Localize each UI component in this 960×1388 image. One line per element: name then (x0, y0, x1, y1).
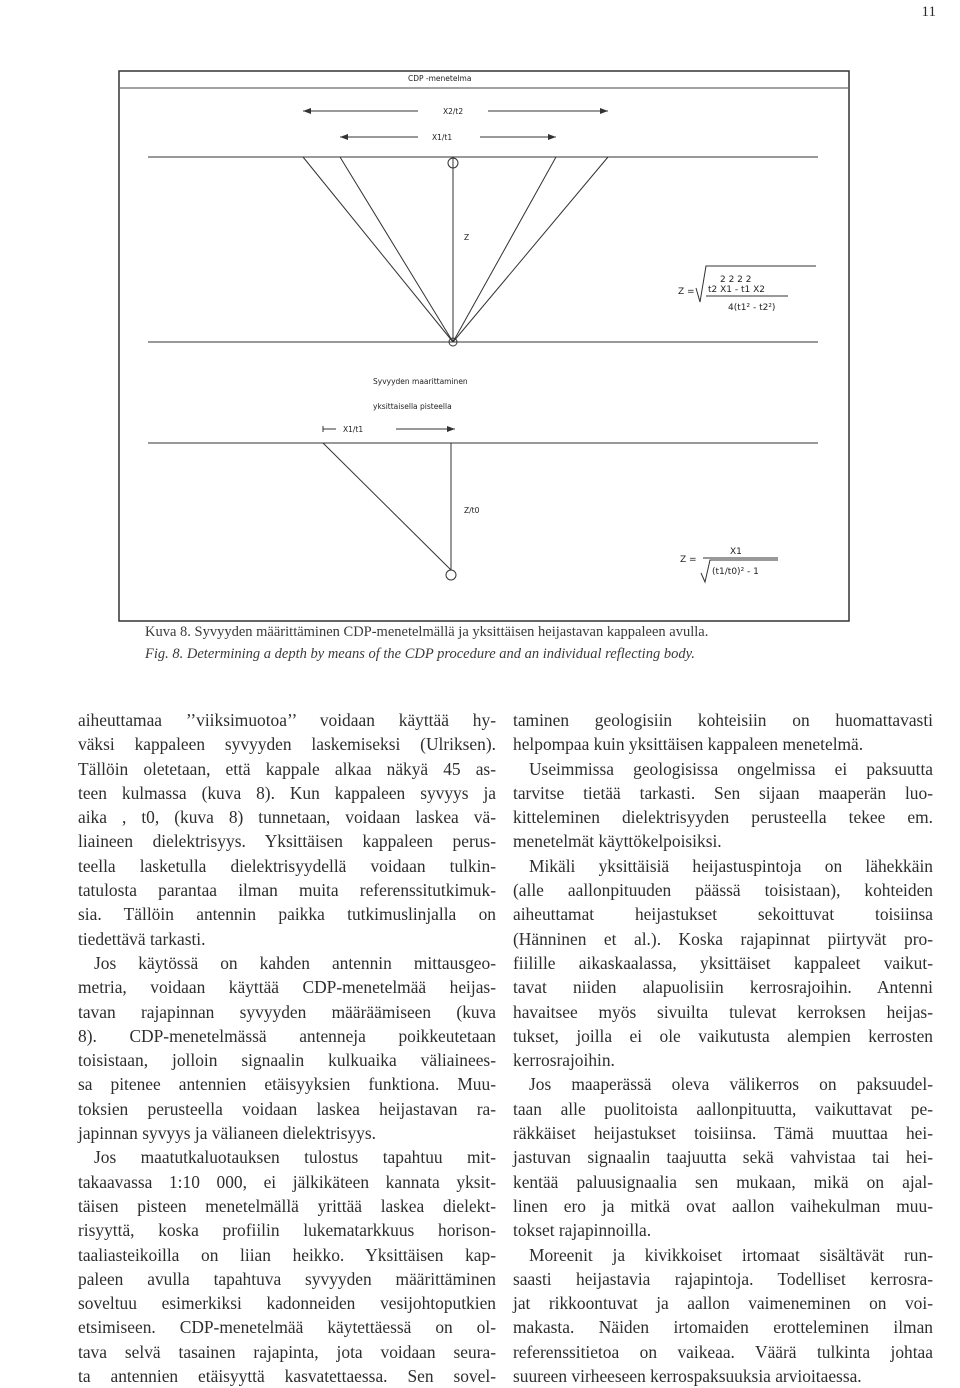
text-line: Moreenit ja kivikkoiset irtomaat sisältävät run- (529, 1244, 933, 1265)
text-line: jastuvan signaalin taajuutta sekä vahvistaa tai hei- (513, 1147, 933, 1168)
ray-inner-left (340, 157, 453, 342)
text-line: fiilille aikaskaalassa, yksittäiset kappaleet vaikut- (513, 952, 933, 973)
text-line: metria, voidaan käyttää CDP-menetelmää heijas- (78, 977, 496, 998)
text-line: havaitsee myös sivuilta tulevat kerroksen heijas- (513, 1001, 933, 1022)
text-line: tokset rajapinnoilla. (513, 1220, 652, 1241)
right-text-column (513, 708, 933, 1388)
text-line: teen kulmassa (kuva 8). Kun kappaleen syvyys ja (78, 782, 496, 803)
ray-outer-right (453, 157, 608, 342)
section-text-line2: yksittaisella pisteella (373, 402, 452, 411)
single-formula-lhs: Z = (680, 555, 697, 565)
text-line: (alle aallonpituuden päässä toisistaan), kohteiden (513, 880, 933, 901)
x1-label-top: X1/t1 (432, 133, 453, 142)
text-line: ta antennien etäisyyttä kasvatettaessa. Sen sovel- (78, 1366, 496, 1387)
text-line: aiheuttamat heijastukset sekoittuvat toisiinsa (513, 904, 933, 925)
cdp-formula-root (696, 266, 816, 302)
text-line: Jos maaperässä oleva välikerros on paksuudel- (529, 1074, 933, 1095)
x2-arrow-right (600, 108, 608, 114)
text-line: täisen pisteen menetelmällä yrittää laskea dielekt- (78, 1195, 496, 1216)
page-number: 11 (921, 4, 936, 20)
text-line: Tällöin oletetaan, että kappale alkaa näkyä 45 as- (78, 758, 496, 779)
text-line: menetelmät käyttökelpoisiksi. (513, 831, 722, 852)
text-line: taan alle puolitoista aallonpituutta, vaikuttavat pe- (513, 1098, 933, 1119)
text-line: sia. Tällöin antennin paikka tutkimuslinjalla on (78, 904, 496, 925)
single-point-formula (680, 547, 778, 582)
text-line: linen ero ja mitkä ovat aallon vaihekulman muu- (513, 1195, 933, 1216)
text-line: tarvitse tietää tarkasti. Sen sijaan maaperän luo- (513, 782, 933, 803)
x2-label: X2/t2 (443, 107, 464, 116)
cdp-formula-numerator: t2 X1 - t1 X2 (708, 285, 765, 295)
text-line: tiedettävä tarkasti. (78, 928, 206, 949)
cdp-diagram (118, 70, 850, 622)
text-line: kentää paluusignaalia sen mukaan, mikä on ajal- (513, 1171, 933, 1192)
text-line: Useimmissa geologisissa ongelmissa ei paksuutta (529, 758, 933, 779)
z-t0-label: Z/t0 (464, 506, 480, 515)
text-line: kerrosrajoihin. (513, 1050, 615, 1071)
text-line: risyyttä, koska profiilin lukematarkkuus horison- (78, 1220, 496, 1241)
text-line: toksien perusteella voidaan laskea heijastavan ra- (78, 1098, 496, 1119)
left-text-column (78, 708, 496, 1388)
text-line: aiheuttamaa ’’viiksimuotoa’’ voidaan käyttää hy- (78, 710, 496, 730)
text-line: taaliasteikoilla on liian heikko. Yksittäisen kap- (78, 1244, 496, 1265)
z-label: Z (464, 233, 470, 242)
text-line: taminen geologisiin kohteisiin on huomattavasti (513, 710, 933, 730)
text-line: kitteleminen dielektrisyyden perusteella tekee em. (513, 807, 933, 828)
text-line: etsimiseen. CDP-menetelmää käytettäessä on ol- (78, 1317, 496, 1338)
cdp-formula-lhs: Z = (678, 287, 695, 297)
text-line: teella lasketulla dielektrisyydellä voidaan tulkin- (78, 855, 496, 876)
single-ray (323, 443, 451, 570)
text-line: referenssitietoa on vaikeaa. Väärä tulkinta johtaa (513, 1341, 933, 1362)
text-line: Jos käytössä on kahden antennin mittausgeo- (94, 952, 496, 973)
single-formula-numerator: X1 (730, 547, 742, 557)
text-line: tavan rajapinnan syvyyden määräämiseen (kuva (78, 1001, 496, 1022)
text-line: 8). CDP-menetelmässä antenneja poikkeutetaan (78, 1025, 496, 1046)
single-formula-denominator: (t1/t0)² - 1 (712, 567, 759, 577)
ray-outer-left (303, 157, 453, 342)
text-line: saasti heijastavia rajapintoja. Todelliset kerrosra- (513, 1268, 933, 1289)
text-line: tava selvä tasainen rajapinta, jota voidaan seura- (78, 1341, 496, 1362)
cdp-formula-denominator: 4(t1² - t2²) (728, 303, 776, 313)
text-line: sa pitenee antennien etäisyyksien funktiona. Muu- (78, 1074, 496, 1095)
text-line: jat rikkoontuvat ja aallon vaimeneminen on voi- (513, 1293, 933, 1314)
text-line: liaineen dielektrisyys. Yksittäisen kappaleen perus- (78, 831, 496, 852)
text-line: tavat niiden alapuolisiin kerrosrajoihin. Antenni (513, 977, 933, 998)
text-line: väksi kappaleen syvyyden laskemiseksi (Ulriksen). (78, 734, 496, 755)
text-line: japinnan syvyys ja välianeen dielektrisyys. (78, 1123, 376, 1144)
cdp-figure (118, 70, 850, 627)
text-line: räkkäiset heijastukset toisiinsa. Tämä muuttaa hei- (513, 1123, 933, 1144)
text-line: paleen avulla tapahtuva syvyyden määrittäminen (78, 1268, 496, 1289)
reflecting-body-marker (446, 570, 456, 580)
cdp-formula-superscripts: 2 2 2 2 (720, 275, 752, 285)
figure-frame (119, 71, 849, 621)
text-line: suureen virheeseen kerrospaksuuksia arvioitaessa. (513, 1366, 862, 1387)
text-line: takaavassa 1:10 000, ei jälkikäteen kannata yksit- (78, 1171, 496, 1192)
text-line: soveltuu esimerkiksi kadonneiden vesijohtoputkien (78, 1293, 496, 1314)
text-line: Jos maatutkaluotauksen tulostus tapahtuu mit- (94, 1147, 496, 1168)
cdp-formula (678, 266, 816, 313)
text-line: (Hänninen et al.). Koska rajapinnat piirtyvät pro- (513, 928, 933, 949)
text-line: makasta. Näiden irtomaiden erotteleminen ilman (513, 1317, 933, 1338)
text-line: Mikäli yksittäisiä heijastuspintoja on lähekkäin (529, 855, 933, 876)
figure-title: CDP -menetelma (408, 74, 472, 83)
text-line: tatulosta parantaa ilman muita referenssitutkimuk- (78, 880, 496, 901)
text-line: aika , t0, (kuva 8) tunnetaan, voidaan laskea vä- (78, 807, 496, 828)
x2-arrow-left (303, 108, 311, 114)
x1-arrow-right (548, 134, 556, 140)
figure-caption-english: Fig. 8. Determining a depth by means of the CDP procedure and an individual reflecting body. (145, 646, 695, 662)
x1-arrow-left (340, 134, 348, 140)
text-line: tukset, joilla ei ole vaikutusta alempien kerrosten (513, 1025, 933, 1046)
figure-caption-finnish: Kuva 8. Syvyyden määrittäminen CDP-menetelmällä ja yksittäisen heijastavan kappaleen avulla. (145, 624, 709, 640)
section-text-line1: Syvyyden maarittaminen (373, 377, 468, 386)
x1-label-bottom: X1/t1 (343, 425, 364, 434)
text-line: toisistaan, jolloin signaalin kulkuaika väliainees- (78, 1050, 496, 1071)
text-line: helpompaa kuin yksittäisen kappaleen menetelmä. (513, 734, 864, 755)
ray-inner-right (453, 157, 556, 342)
